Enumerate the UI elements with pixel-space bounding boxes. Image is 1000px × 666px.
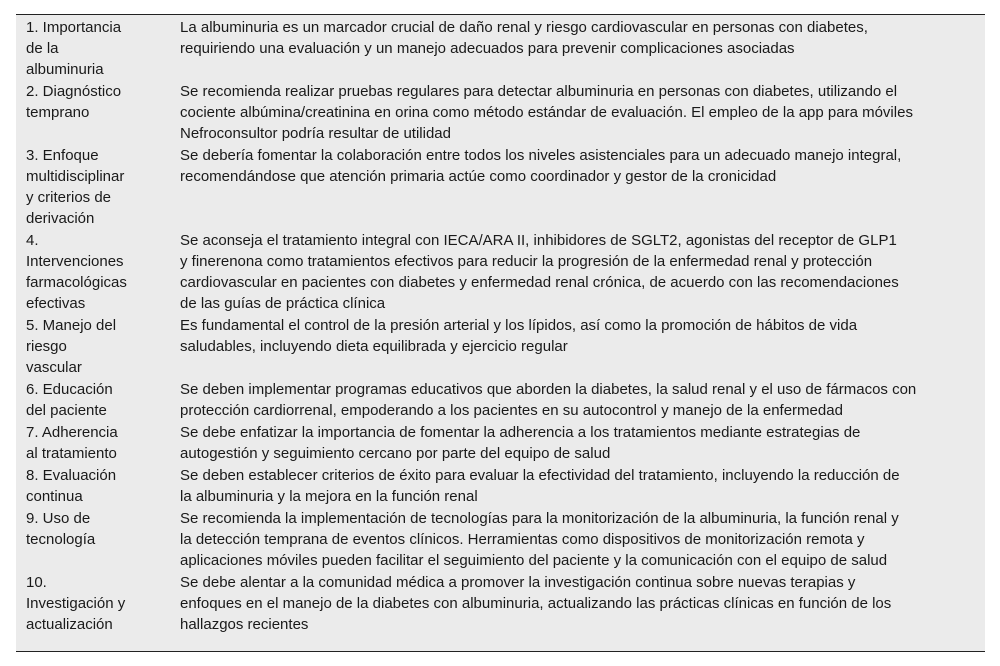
table-row [16,379,985,422]
row-label: 1. Importancia de la albuminuria [26,19,122,78]
row-text: Se debe alentar a la comunidad médica a promover la investigación continua sobre nuevas terapias y enfoques en el manejo de la diabetes con albuminuria, actualizando las prácticas clínicas en función de los hallazgos recientes [180,574,892,633]
table-row [16,17,985,81]
table-row [16,465,985,508]
row-label: 2. Diagnóstico temprano [26,83,122,121]
table-row [16,145,985,230]
row-text: Se recomienda la implementación de tecnologías para la monitorización de la albuminuria, la función renal y la detección temprana de eventos clínicos. Herramientas como dispositivos de monitorización remota y aplicaciones móviles pueden facilitar el seguimiento del paciente y la comunicación con el equipo de salud [180,510,899,569]
table-row [16,315,985,379]
row-text: Es fundamental el control de la presión arterial y los lípidos, así como la promoción de hábitos de vida saludables, incluyendo dieta equilibrada y ejercicio regular [180,317,858,355]
row-label: 5. Manejo del riesgo vascular [26,317,117,376]
row-label: 3. Enfoque multidisciplinar y criterios de derivación [26,147,125,227]
row-text: Se deben implementar programas educativos que aborden la diabetes, la salud renal y el uso de fármacos con protección cardiorrenal, empoderando a los pacientes en su autocontrol y manejo de la enfermedad [180,381,917,419]
row-text: La albuminuria es un marcador crucial de daño renal y riesgo cardiovascular en personas con diabetes, requiriendo una evaluación y un manejo adecuados para prevenir complicaciones asociadas [180,19,868,57]
row-text: Se deben establecer criterios de éxito para evaluar la efectividad del tratamiento, incluyendo la reducción de la albuminuria y la mejora en la función renal [180,467,900,505]
recommendations-table-container [16,14,985,652]
table-row [16,230,985,315]
table-row [16,572,985,636]
row-text: Se debe enfatizar la importancia de fomentar la adherencia a los tratamientos mediante estrategias de autogestión y seguimiento cercano por parte del equipo de salud [180,424,861,462]
row-label: 7. Adherencia al tratamiento [26,424,118,462]
row-label: 8. Evaluación continua [26,467,117,505]
row-label: 10. Investigación y actualización [26,574,126,633]
table-row [16,81,985,145]
row-label: 6. Educación del paciente [26,381,113,419]
row-label: 4. Intervenciones farmacológicas efectivas [26,232,127,312]
row-label: 9. Uso de tecnología [26,510,96,548]
row-text: Se recomienda realizar pruebas regulares para detectar albuminuria en personas con diabetes, utilizando el cociente albúmina/creatinina en orina como método estándar de evaluación. El empleo de la app para móviles Nefroconsultor podría resultar de utilidad [180,83,913,142]
row-text: Se debería fomentar la colaboración entre todos los niveles asistenciales para un adecuado manejo integral, recomendándose que atención primaria actúe como coordinador y gestor de la cronicidad [180,147,902,185]
table-row [16,422,985,465]
recommendations-table [16,17,985,636]
row-text: Se aconseja el tratamiento integral con IECA/ARA II, inhibidores de SGLT2, agonistas del receptor de GLP1 y finerenona como tratamientos efectivos para reducir la progresión de la enfermedad renal y protección cardiovascular en pacientes con diabetes y enfermedad renal crónica, de acuerdo con las recomendaciones de las guías de práctica clínica [180,232,899,312]
table-row [16,508,985,572]
